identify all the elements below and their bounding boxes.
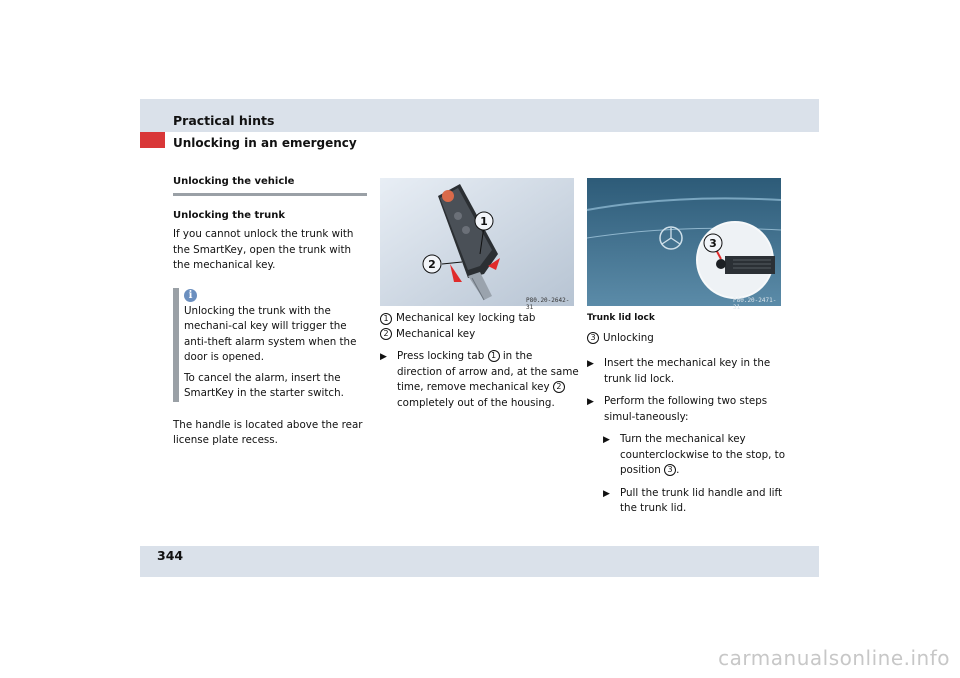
smartkey-illustration [380, 178, 574, 306]
legend-item [587, 331, 787, 347]
info-note [173, 288, 367, 402]
page-number: 344 [157, 548, 184, 563]
step-arrow-icon: ▶ [380, 352, 387, 362]
instruction-substep [603, 432, 787, 479]
page-subtitle: Unlocking in an emergency [173, 136, 357, 150]
legend-text: Unlocking [603, 331, 654, 344]
figure-code: P80.20-2471-31 [733, 297, 777, 311]
legend-text: Mechanical key locking tab [396, 312, 536, 324]
number-badge: 1 [488, 350, 500, 362]
step-arrow-icon: ▶ [587, 359, 594, 369]
step-text-2: in the direction of arrow and, at the same time, remove mechanical key [397, 350, 579, 393]
section-heading: Unlocking the vehicle [173, 174, 367, 196]
sub-heading: Unlocking the trunk [173, 209, 286, 221]
trunk-lid-figure [587, 178, 781, 311]
column-left [173, 174, 367, 456]
legend-text: Mechanical key [396, 327, 476, 340]
instruction-step [587, 356, 787, 387]
watermark: carmanualsonline.info [718, 646, 950, 670]
handle-paragraph: The handle is located above the rear license plate recess. [173, 418, 363, 446]
number-badge: 2 [380, 328, 392, 340]
note-paragraph-2: To cancel the alarm, insert the SmartKey in the starter switch. [184, 371, 344, 399]
number-badge: 1 [380, 313, 392, 325]
trunk-lid-illustration [587, 178, 781, 306]
instruction-substep [603, 486, 787, 517]
substep-text: Pull the trunk lid handle and lift the trunk lid. [620, 486, 783, 514]
figure-code: P80.20-2642-31 [526, 297, 570, 311]
section-marker [140, 132, 165, 148]
column-middle [380, 311, 580, 411]
instruction-step [587, 394, 787, 425]
callout-3: 3 [709, 237, 717, 250]
note-bar [173, 288, 179, 402]
step-text-3: completely out of the housing. [397, 396, 555, 409]
number-badge: 3 [664, 464, 676, 476]
number-badge: 2 [553, 381, 565, 393]
column-right [587, 311, 787, 517]
smartkey-figure [380, 178, 574, 311]
step-arrow-icon: ▶ [603, 488, 610, 499]
figure-caption: Trunk lid lock [587, 313, 655, 323]
step-text: Perform the following two steps simul-taneously: [604, 395, 768, 423]
substep-end: . [676, 464, 680, 476]
legend-item [380, 327, 580, 343]
callout-2: 2 [428, 258, 436, 271]
footer-band [140, 546, 819, 577]
step-arrow-icon: ▶ [603, 435, 610, 445]
info-icon: i [184, 289, 197, 302]
substep-text: Turn the mechanical key counterclockwise to the stop, to position [620, 433, 785, 476]
instruction-step [380, 349, 580, 411]
callout-1: 1 [480, 215, 488, 228]
legend-item [380, 311, 580, 327]
number-badge: 3 [587, 332, 599, 344]
step-text: Insert the mechanical key in the trunk lid lock. [604, 357, 771, 385]
page-section-title: Practical hints [173, 113, 275, 128]
intro-paragraph: If you cannot unlock the trunk with the SmartKey, open the trunk with the mechanical key. [173, 228, 354, 271]
step-text-1: Press locking tab [397, 350, 485, 362]
note-paragraph-1: Unlocking the trunk with the mechani-cal key will trigger the anti-theft alarm system when the door is opened. [184, 304, 357, 363]
step-arrow-icon: ▶ [587, 397, 594, 407]
